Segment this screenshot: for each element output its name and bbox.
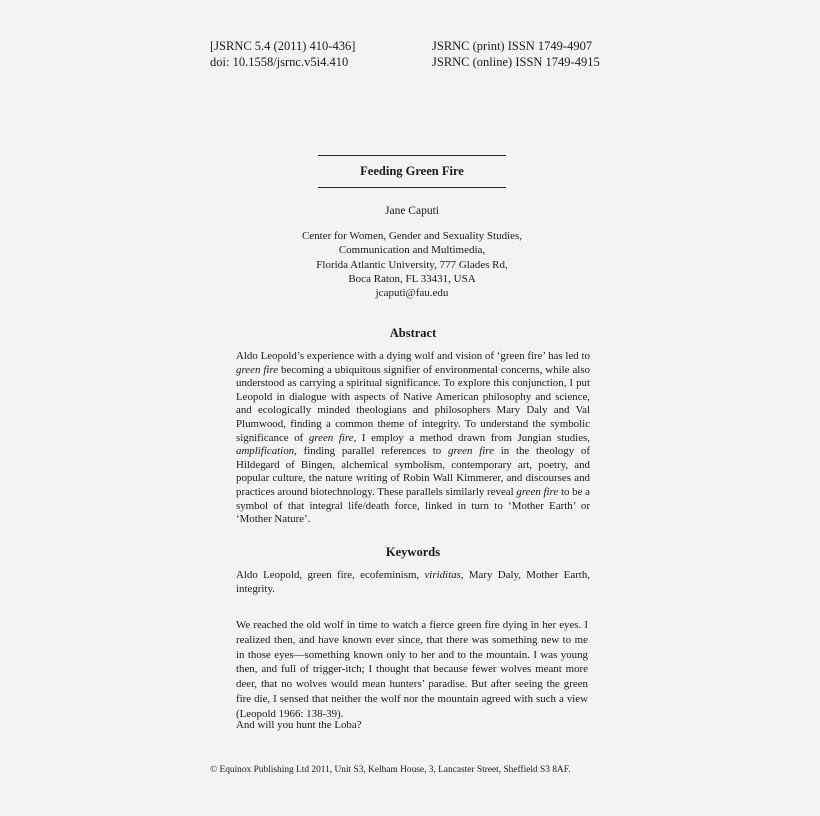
- title-rule-bottom: [318, 187, 506, 188]
- affiliation-line: Communication and Multimedia,: [338, 244, 486, 257]
- abstract-heading: Abstract: [389, 326, 437, 340]
- abstract-italic-term: amplification: [236, 445, 295, 458]
- copyright-footer: © Equinox Publishing Ltd 2011, Unit S3, Kelham House, 3, Lancaster Street, Sheffield S3 8AF.: [210, 765, 571, 775]
- keywords-heading: Keywords: [385, 545, 441, 559]
- abstract-segment: , I employ a method drawn from Jungian studies,: [353, 431, 590, 444]
- abstract-segment: becoming a ubiquitous signifier of environmental concerns, while also understood as carrying a spiritual significance. To explore this conjunction, I put Leopold in dialogue with aspects of Native American philosophy and science, and ecologically minded theologians and philosophers Mary Daly and Val Plumwood, finding a common theme of integrity. To understand the symbolic significance of: [236, 363, 591, 444]
- keywords-text: [236, 569, 590, 596]
- epigraph-last-line: And will you hunt the Loba?: [236, 719, 362, 731]
- affiliation-line: Center for Women, Gender and Sexuality Studies,: [301, 230, 523, 242]
- affiliation-line: Florida Atlantic University, 777 Glades Rd,: [316, 258, 508, 271]
- keywords-italic-term: viriditas: [424, 569, 461, 581]
- author-name: Jane Caputi: [385, 205, 439, 217]
- epigraph-quote: We reached the old wolf in time to watch a fierce green fire dying in her eyes. I realized then, and have known ever since, that there was something new to me in those eyes—something known only to her and to the mountain. I was young then, and full of trigger-itch; I thought that because fewer wolves meant more deer, that no wolves would mean hunters’ paradise. But after seeing the green fire die, I sensed that neither the wolf nor the mountain agreed with such a view (Leopold 1966: 138-39).: [236, 619, 588, 720]
- title-rule-top: [318, 155, 506, 156]
- abstract-italic-term: green fire: [236, 363, 279, 376]
- affiliation-line: Boca Raton, FL 33431, USA: [348, 272, 476, 285]
- abstract-segment: in the theology of Hildegard of Bingen, alchemical symbolism, contemporary art, poetry, and popular culture, the nature writing of Robin Wall Kimmerer, and discourses and practices around biotechnology. These parallels similarly reveal: [236, 445, 590, 498]
- abstract-italic-term: green fire: [308, 431, 354, 444]
- abstract-italic-term: green fire: [516, 485, 559, 498]
- article-title: Feeding Green Fire: [360, 164, 464, 178]
- abstract-segment: , finding parallel references to: [294, 445, 449, 458]
- abstract-text: [236, 350, 590, 527]
- affiliation-block: [290, 229, 534, 300]
- journal-citation: [JSRNC 5.4 (2011) 410-436]: [210, 39, 356, 53]
- abstract-segment: Aldo Leopold’s experience with a dying wolf and vision of ‘green fire’ has led to: [236, 350, 590, 362]
- author-email: jcaputi@fau.edu: [375, 287, 449, 300]
- keywords-segment: Aldo Leopold, green fire, ecofeminism,: [236, 569, 425, 581]
- keywords-segment: , Mary Daly, Mother Earth, integrity.: [236, 569, 590, 595]
- issn-print: JSRNC (print) ISSN 1749-4907: [432, 39, 593, 53]
- issn-online: JSRNC (online) ISSN 1749-4915: [432, 55, 600, 69]
- abstract-italic-term: green fire: [448, 445, 494, 458]
- doi-line: doi: 10.1558/jsrnc.v5i4.410: [210, 55, 349, 69]
- abstract-segment: to be a symbol of that integral life/death force, linked in turn to ‘Mother Earth’ or ‘Mother Nature’.: [236, 485, 590, 526]
